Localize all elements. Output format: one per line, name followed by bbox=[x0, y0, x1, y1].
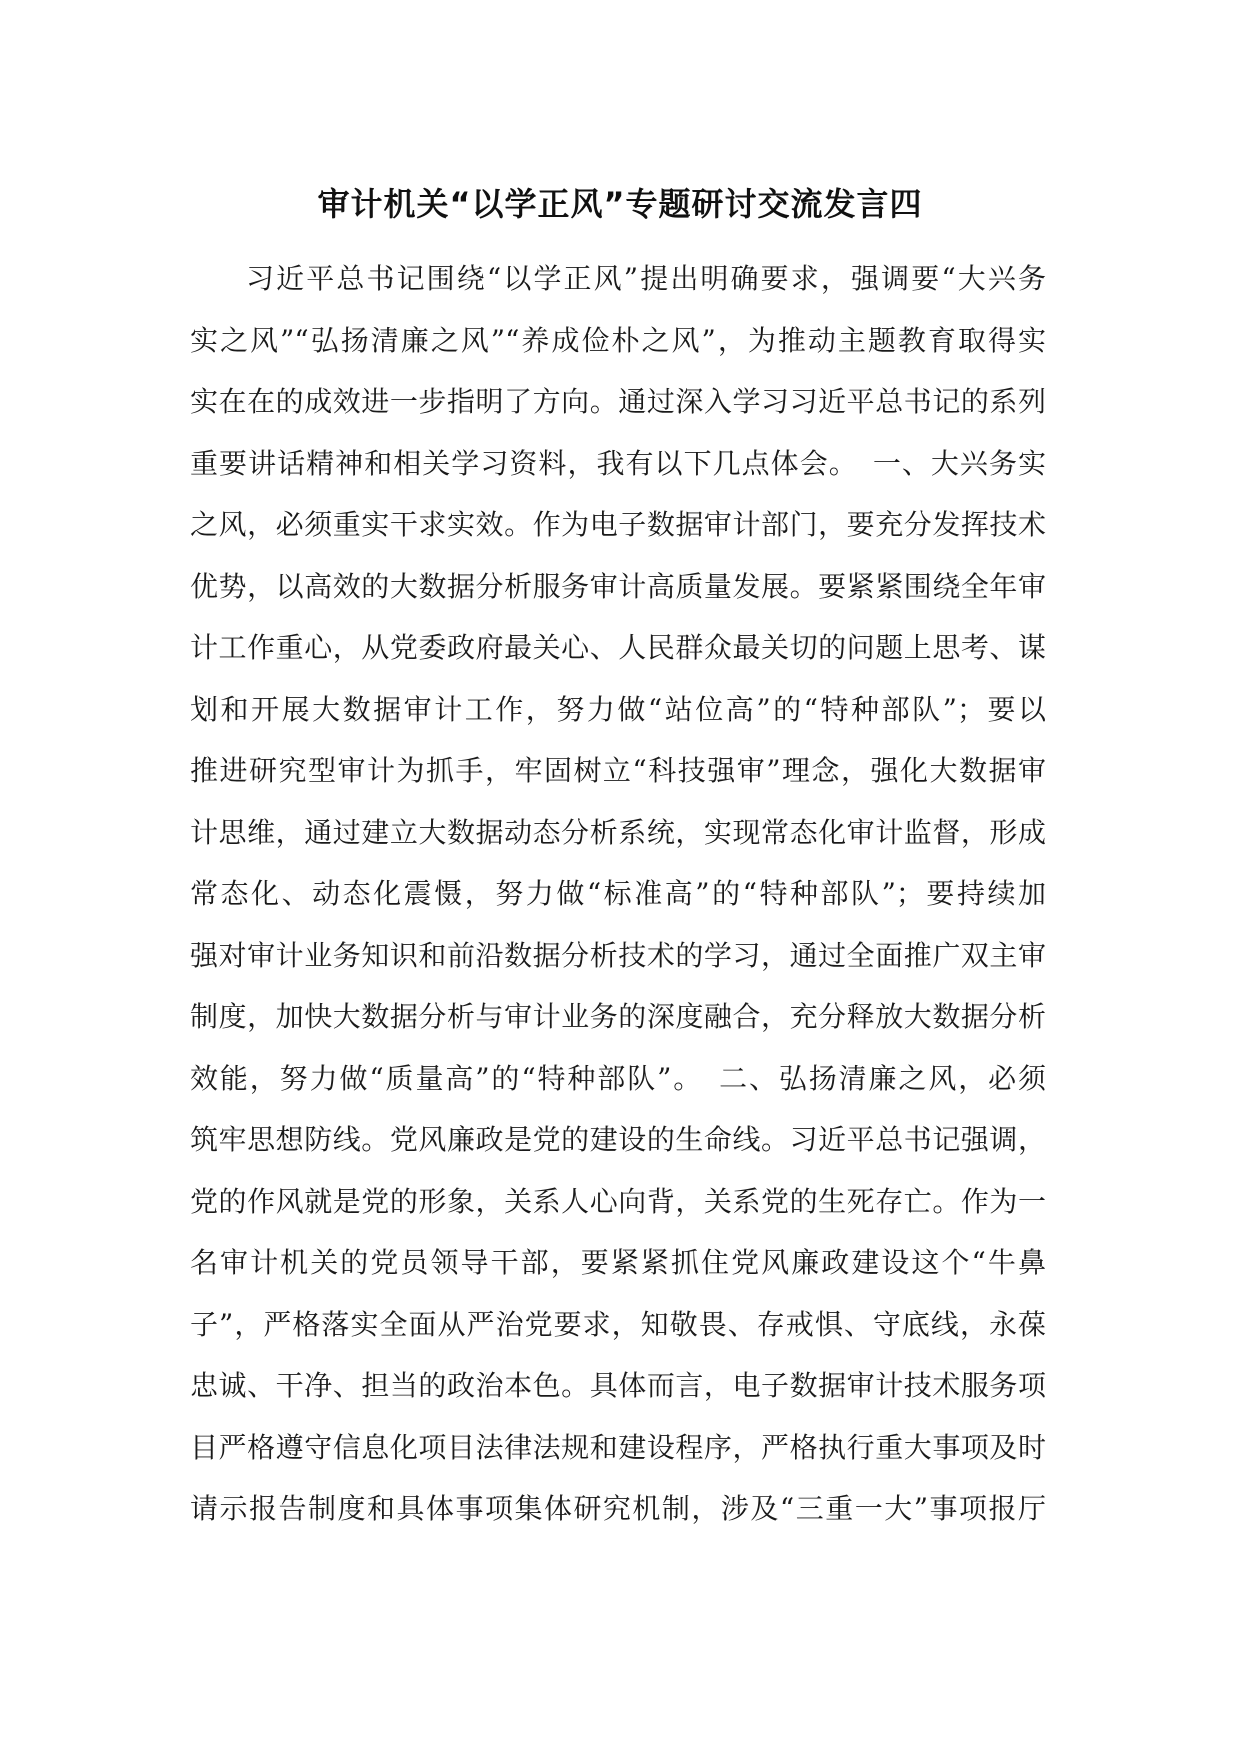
body-line: 实之风”“弘扬清廉之风”“养成俭朴之风”，为推动主题教育取得实 bbox=[190, 323, 1046, 357]
body-line: 党的作风就是党的形象，关系人心向背，关系党的生死存亡。作为一 bbox=[190, 1184, 1046, 1218]
body-line: 筑牢思想防线。党风廉政是党的建设的生命线。习近平总书记强调， bbox=[190, 1123, 1046, 1156]
body-line: 强对审计业务知识和前沿数据分析技术的学习，通过全面推广双主审 bbox=[190, 938, 1046, 972]
body-line: 常态化、动态化震慑，努力做“标准高”的“特种部队”；要持续加 bbox=[190, 877, 1046, 910]
document-body bbox=[190, 248, 1046, 1540]
body-line: 请示报告制度和具体事项集体研究机制，涉及“三重一大”事项报厅 bbox=[190, 1492, 1046, 1525]
body-line: 推进研究型审计为抓手，牢固树立“科技强审”理念，强化大数据审 bbox=[190, 754, 1046, 787]
body-line: 名审计机关的党员领导干部，要紧紧抓住党风廉政建设这个“牛鼻 bbox=[190, 1246, 1046, 1279]
body-line: 计思维，通过建立大数据动态分析系统，实现常态化审计监督，形成 bbox=[190, 815, 1046, 849]
body-line: 制度，加快大数据分析与审计业务的深度融合，充分释放大数据分析 bbox=[190, 1000, 1046, 1033]
body-line: 计工作重心，从党委政府最关心、人民群众最关切的问题上思考、谋 bbox=[190, 631, 1046, 664]
body-line: 实在在的成效进一步指明了方向。通过深入学习习近平总书记的系列 bbox=[190, 385, 1046, 418]
body-line: 效能，努力做“质量高”的“特种部队”。 二、弘扬清廉之风，必须 bbox=[190, 1061, 1046, 1095]
body-line: 划和开展大数据审计工作，努力做“站位高”的“特种部队”；要以 bbox=[190, 692, 1046, 726]
body-line: 习近平总书记围绕“以学正风”提出明确要求，强调要“大兴务 bbox=[246, 262, 1046, 295]
document-title: 审计机关“以学正风”专题研讨交流发言四 bbox=[317, 185, 923, 223]
body-line: 忠诚、干净、担当的政治本色。具体而言，电子数据审计技术服务项 bbox=[190, 1369, 1046, 1402]
body-line: 优势，以高效的大数据分析服务审计高质量发展。要紧紧围绕全年审 bbox=[190, 569, 1046, 603]
body-line: 之风，必须重实干求实效。作为电子数据审计部门，要充分发挥技术 bbox=[190, 508, 1046, 541]
body-line: 目严格遵守信息化项目法律法规和建设程序，严格执行重大事项及时 bbox=[190, 1430, 1046, 1464]
body-line: 重要讲话精神和相关学习资料，我有以下几点体会。 一、大兴务实 bbox=[190, 446, 1046, 480]
body-line: 子”，严格落实全面从严治党要求，知敬畏、存戒惧、守底线，永葆 bbox=[190, 1307, 1046, 1341]
